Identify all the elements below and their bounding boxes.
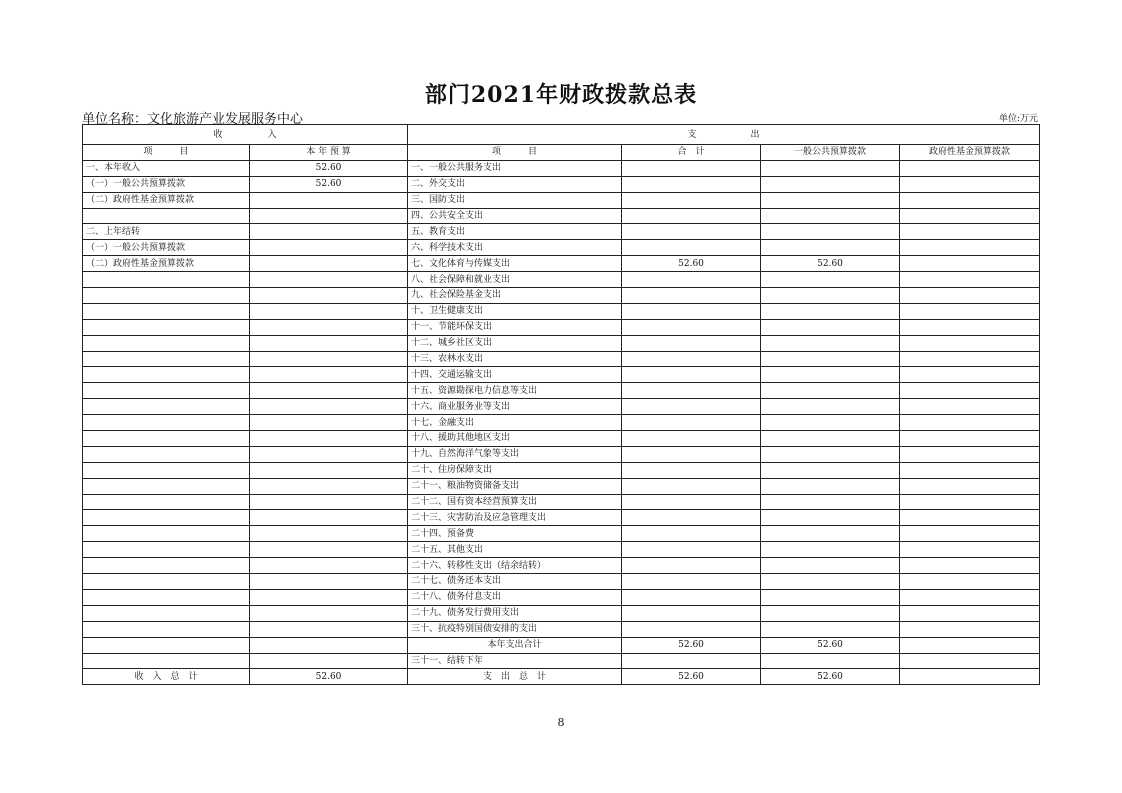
general-budget-value-cell (761, 288, 900, 304)
income-item-cell (83, 272, 250, 288)
total-value-cell (622, 494, 761, 510)
general-budget-value-cell (761, 462, 900, 478)
income-budget-cell (250, 558, 408, 574)
general-budget-value-cell (761, 367, 900, 383)
income-budget-cell (250, 367, 408, 383)
general-budget-header: 一般公共预算拨款 (761, 145, 900, 161)
table-row (83, 431, 1040, 447)
total-value-cell (622, 415, 761, 431)
expense-item-cell: 二十八、债务付息支出 (408, 589, 622, 605)
income-budget-cell (250, 510, 408, 526)
page-number: 8 (557, 716, 565, 729)
general-budget-value-cell (761, 224, 900, 240)
total-value-cell (622, 383, 761, 399)
income-item-cell (83, 303, 250, 319)
income-item-cell (83, 589, 250, 605)
general-budget-value-cell (761, 653, 900, 669)
table-row (83, 383, 1040, 399)
total-value-cell (622, 160, 761, 176)
income-budget-cell (250, 574, 408, 590)
income-item-cell (83, 367, 250, 383)
income-budget-cell (250, 621, 408, 637)
total-value-cell (622, 431, 761, 447)
general-budget-value-cell (761, 589, 900, 605)
income-budget-header: 本 年 预 算 (250, 145, 408, 161)
income-budget-cell (250, 224, 408, 240)
fund-budget-value-cell (900, 589, 1040, 605)
table-row (83, 367, 1040, 383)
table-row (83, 526, 1040, 542)
general-budget-value-cell (761, 446, 900, 462)
general-budget-value-cell (761, 478, 900, 494)
total-header: 合 计 (622, 145, 761, 161)
total-value-cell: 52.60 (622, 256, 761, 272)
column-header-row (83, 145, 1040, 161)
expense-item-cell: 五、教育支出 (408, 224, 622, 240)
fund-total-value (900, 669, 1040, 685)
table-row (83, 256, 1040, 272)
total-value-cell (622, 192, 761, 208)
income-budget-cell (250, 415, 408, 431)
income-item-cell (83, 637, 250, 653)
income-budget-cell (250, 605, 408, 621)
expense-item-cell: 二十三、灾害防治及应急管理支出 (408, 510, 622, 526)
expense-item-cell: 二十二、国有资本经营预算支出 (408, 494, 622, 510)
income-budget-cell (250, 653, 408, 669)
general-budget-value-cell (761, 160, 900, 176)
total-value-cell (622, 288, 761, 304)
table-row (83, 351, 1040, 367)
expense-item-cell: 三十一、结转下年 (408, 653, 622, 669)
expense-item-cell: 三、国防支出 (408, 192, 622, 208)
grand-total-row (83, 669, 1040, 685)
table-row (83, 192, 1040, 208)
income-item-cell (83, 446, 250, 462)
total-value-cell (622, 272, 761, 288)
general-budget-value-cell (761, 415, 900, 431)
appropriation-table (82, 124, 1040, 685)
general-budget-value-cell: 52.60 (761, 637, 900, 653)
income-budget-cell: 52.60 (250, 160, 408, 176)
expense-item-cell: 十六、商业服务业等支出 (408, 399, 622, 415)
income-budget-cell (250, 383, 408, 399)
general-budget-value-cell (761, 335, 900, 351)
income-item-cell (83, 351, 250, 367)
expense-item-cell: 十一、节能环保支出 (408, 319, 622, 335)
income-item-cell (83, 494, 250, 510)
expense-item-cell: 本年支出合计 (408, 637, 622, 653)
expense-item-cell: 二十、住房保障支出 (408, 462, 622, 478)
table-row (83, 510, 1040, 526)
table-row (83, 621, 1040, 637)
general-budget-value-cell (761, 431, 900, 447)
total-value-cell (622, 176, 761, 192)
expense-item-cell: 二、外交支出 (408, 176, 622, 192)
income-budget-cell (250, 288, 408, 304)
expense-item-cell: 六、科学技术支出 (408, 240, 622, 256)
general-budget-value-cell (761, 208, 900, 224)
income-budget-cell (250, 431, 408, 447)
section-header-row (83, 125, 1040, 145)
total-value-cell (622, 319, 761, 335)
income-item-cell (83, 208, 250, 224)
expense-item-cell: 二十四、预备费 (408, 526, 622, 542)
table-row (83, 558, 1040, 574)
income-budget-cell (250, 542, 408, 558)
total-value-cell (622, 605, 761, 621)
income-budget-cell (250, 240, 408, 256)
fund-budget-value-cell (900, 256, 1040, 272)
table-row (83, 589, 1040, 605)
expense-item-cell: 十二、城乡社区支出 (408, 335, 622, 351)
income-budget-cell (250, 446, 408, 462)
income-item-cell (83, 383, 250, 399)
general-budget-value-cell (761, 399, 900, 415)
income-budget-cell (250, 208, 408, 224)
income-item-cell (83, 653, 250, 669)
income-item-cell (83, 558, 250, 574)
total-value-cell (622, 462, 761, 478)
unit-name: 单位名称：文化旅游产业发展服务中心 (82, 112, 304, 127)
fund-budget-value-cell (900, 351, 1040, 367)
general-budget-value-cell (761, 542, 900, 558)
table-row (83, 319, 1040, 335)
total-value-cell (622, 558, 761, 574)
income-item-cell (83, 542, 250, 558)
general-budget-value-cell (761, 192, 900, 208)
general-budget-value-cell (761, 383, 900, 399)
expense-item-cell: 十五、资源勘探电力信息等支出 (408, 383, 622, 399)
expense-item-cell: 十七、金融支出 (408, 415, 622, 431)
income-budget-cell: 52.60 (250, 176, 408, 192)
total-value-cell (622, 351, 761, 367)
income-budget-cell (250, 272, 408, 288)
expense-total-label: 支 出 总 计 (408, 669, 622, 685)
table-row (83, 160, 1040, 176)
expense-item-cell: 十九、自然海洋气象等支出 (408, 446, 622, 462)
fund-budget-value-cell (900, 637, 1040, 653)
expense-item-cell: 二十七、债务还本支出 (408, 574, 622, 590)
fund-budget-value-cell (900, 542, 1040, 558)
income-budget-cell (250, 303, 408, 319)
fund-budget-value-cell (900, 574, 1040, 590)
total-value-cell (622, 653, 761, 669)
fund-budget-value-cell (900, 494, 1040, 510)
expense-item-cell: 九、社会保险基金支出 (408, 288, 622, 304)
income-budget-cell (250, 192, 408, 208)
income-item-cell (83, 478, 250, 494)
fund-budget-value-cell (900, 431, 1040, 447)
table-row (83, 176, 1040, 192)
total-value-cell (622, 399, 761, 415)
total-value-cell (622, 240, 761, 256)
expense-item-cell: 十、卫生健康支出 (408, 303, 622, 319)
table-row (83, 272, 1040, 288)
income-budget-cell (250, 478, 408, 494)
fund-budget-value-cell (900, 383, 1040, 399)
income-budget-cell (250, 335, 408, 351)
total-value-cell: 52.60 (622, 637, 761, 653)
table-row (83, 542, 1040, 558)
general-budget-value-cell (761, 494, 900, 510)
general-budget-value-cell (761, 510, 900, 526)
income-item-cell: （二）政府性基金预算拨款 (83, 256, 250, 272)
fund-budget-header: 政府性基金预算拨款 (900, 145, 1040, 161)
income-budget-cell (250, 351, 408, 367)
expense-item-cell: 二十九、债务发行费用支出 (408, 605, 622, 621)
expense-item-cell: 十八、援助其他地区支出 (408, 431, 622, 447)
total-value-cell (622, 303, 761, 319)
table-row (83, 574, 1040, 590)
general-budget-value-cell: 52.60 (761, 256, 900, 272)
income-item-header: 项 目 (83, 145, 250, 161)
general-budget-value-cell (761, 176, 900, 192)
income-item-cell: （一）一般公共预算拨款 (83, 240, 250, 256)
table-row (83, 653, 1040, 669)
fund-budget-value-cell (900, 160, 1040, 176)
fund-budget-value-cell (900, 319, 1040, 335)
general-budget-value-cell (761, 526, 900, 542)
total-value-cell (622, 526, 761, 542)
table-row (83, 303, 1040, 319)
fund-budget-value-cell (900, 272, 1040, 288)
table-row (83, 240, 1040, 256)
income-budget-cell (250, 256, 408, 272)
table-row (83, 224, 1040, 240)
fund-budget-value-cell (900, 192, 1040, 208)
fund-budget-value-cell (900, 462, 1040, 478)
income-item-cell (83, 462, 250, 478)
income-item-cell (83, 415, 250, 431)
income-item-cell (83, 526, 250, 542)
expense-item-header: 项 目 (408, 145, 622, 161)
income-budget-cell (250, 319, 408, 335)
total-value-cell (622, 367, 761, 383)
fund-budget-value-cell (900, 415, 1040, 431)
income-item-cell (83, 510, 250, 526)
table-row (83, 478, 1040, 494)
fund-budget-value-cell (900, 224, 1040, 240)
expense-item-cell: 七、文化体育与传媒支出 (408, 256, 622, 272)
fund-budget-value-cell (900, 510, 1040, 526)
total-value-cell (622, 224, 761, 240)
page-title: 部门2021年财政拨款总表 (424, 82, 698, 108)
general-total-value: 52.60 (761, 669, 900, 685)
fund-budget-value-cell (900, 478, 1040, 494)
total-value-cell (622, 574, 761, 590)
table-row (83, 415, 1040, 431)
fund-budget-value-cell (900, 605, 1040, 621)
fund-budget-value-cell (900, 176, 1040, 192)
fund-budget-value-cell (900, 208, 1040, 224)
total-value-cell (622, 478, 761, 494)
expense-item-cell: 十三、农林水支出 (408, 351, 622, 367)
expense-item-cell: 十四、交通运输支出 (408, 367, 622, 383)
income-budget-cell (250, 526, 408, 542)
income-item-cell (83, 399, 250, 415)
income-item-cell (83, 574, 250, 590)
income-item-cell (83, 605, 250, 621)
total-value-cell (622, 542, 761, 558)
expense-item-cell: 一、一般公共服务支出 (408, 160, 622, 176)
total-value-cell (622, 621, 761, 637)
general-budget-value-cell (761, 558, 900, 574)
income-item-cell (83, 319, 250, 335)
table-row (83, 399, 1040, 415)
general-budget-value-cell (761, 272, 900, 288)
general-budget-value-cell (761, 319, 900, 335)
expense-item-cell: 二十五、其他支出 (408, 542, 622, 558)
fund-budget-value-cell (900, 240, 1040, 256)
income-budget-cell (250, 589, 408, 605)
expense-item-cell: 四、公共安全支出 (408, 208, 622, 224)
income-item-cell (83, 335, 250, 351)
fund-budget-value-cell (900, 367, 1040, 383)
income-header: 收 入 (83, 125, 408, 145)
general-budget-value-cell (761, 240, 900, 256)
total-value-cell (622, 589, 761, 605)
income-item-cell: （二）政府性基金预算拨款 (83, 192, 250, 208)
table-row (83, 637, 1040, 653)
table-row (83, 462, 1040, 478)
expense-item-cell: 八、社会保障和就业支出 (408, 272, 622, 288)
total-value-cell (622, 510, 761, 526)
income-item-cell (83, 431, 250, 447)
income-total-value: 52.60 (250, 669, 408, 685)
fund-budget-value-cell (900, 303, 1040, 319)
income-budget-cell (250, 494, 408, 510)
expense-header: 支 出 (408, 125, 1040, 145)
fund-budget-value-cell (900, 653, 1040, 669)
general-budget-value-cell (761, 621, 900, 637)
fund-budget-value-cell (900, 288, 1040, 304)
income-item-cell (83, 621, 250, 637)
income-budget-cell (250, 637, 408, 653)
table-row (83, 446, 1040, 462)
expense-item-cell: 二十六、转移性支出（结余结转） (408, 558, 622, 574)
general-budget-value-cell (761, 303, 900, 319)
income-item-cell (83, 288, 250, 304)
income-budget-cell (250, 462, 408, 478)
table-row (83, 605, 1040, 621)
income-item-cell: （一）一般公共预算拨款 (83, 176, 250, 192)
table-row (83, 494, 1040, 510)
total-value-cell (622, 208, 761, 224)
general-budget-value-cell (761, 605, 900, 621)
fund-budget-value-cell (900, 335, 1040, 351)
fund-budget-value-cell (900, 526, 1040, 542)
expense-total-value: 52.60 (622, 669, 761, 685)
general-budget-value-cell (761, 574, 900, 590)
total-value-cell (622, 335, 761, 351)
fund-budget-value-cell (900, 558, 1040, 574)
fund-budget-value-cell (900, 446, 1040, 462)
fund-budget-value-cell (900, 399, 1040, 415)
table-row (83, 288, 1040, 304)
table-row (83, 335, 1040, 351)
fund-budget-value-cell (900, 621, 1040, 637)
expense-item-cell: 三十、抗疫特别国债安排的支出 (408, 621, 622, 637)
income-item-cell: 二、上年结转 (83, 224, 250, 240)
unit-label: 单位:万元 (998, 114, 1038, 124)
expense-item-cell: 二十一、粮油物资储备支出 (408, 478, 622, 494)
income-budget-cell (250, 399, 408, 415)
income-item-cell: 一、本年收入 (83, 160, 250, 176)
general-budget-value-cell (761, 351, 900, 367)
total-value-cell (622, 446, 761, 462)
income-total-label: 收 入 总 计 (83, 669, 250, 685)
table-row (83, 208, 1040, 224)
